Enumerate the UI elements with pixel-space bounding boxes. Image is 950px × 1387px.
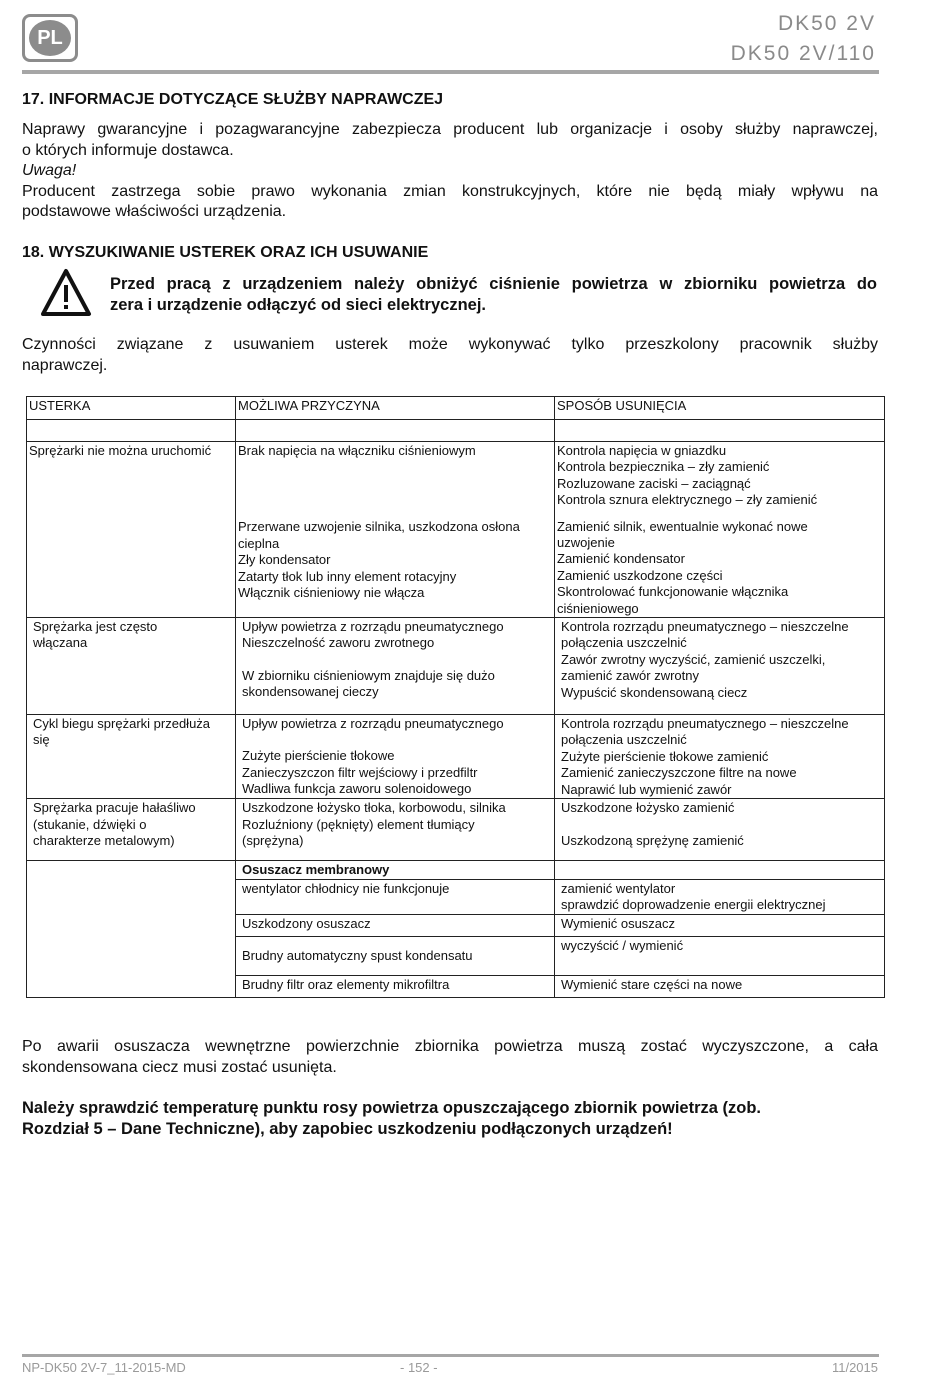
cause-text: skondensowanej cieczy (242, 684, 379, 700)
remedy-text: Kontrola bezpiecznika – zły zamienić (557, 459, 770, 475)
language-badge (22, 14, 78, 62)
cause-cell (236, 618, 555, 715)
cause-text: Upływ powietrza z rozrządu pneumatycznego (242, 716, 504, 732)
remedy-text: Uszkodzone łożysko zamienić (561, 800, 735, 816)
cause-text: Zatarty tłok lub inny element rotacyjny (238, 568, 457, 584)
fault-text: Sprężarka jest często (33, 619, 158, 635)
cause-text: Zanieczyszczon filtr wejściowy i przedfiltr (242, 764, 478, 780)
remedy-text: Skontrolować funkcjonowanie włącznika (557, 584, 789, 600)
warning-line1: Przed pracą z urządzeniem należy obniżyć ciśnienie powietrza w zbiorniku powietrza do (110, 275, 877, 293)
dew-point-note (22, 1098, 878, 1139)
remedy-text: Zawór zwrotny wyczyścić, zamienić uszczelki, (561, 651, 826, 667)
remedy-cell (555, 799, 885, 861)
model-name-line2: DK50 2V/110 (730, 42, 876, 65)
dew-point-line1: Należy sprawdzić temperaturę punktu rosy powietrza opuszczającego zbiornik powietrza (zob. (22, 1099, 761, 1117)
cause-text: W zbiorniku ciśnieniowym znajduje się dużo (242, 667, 495, 683)
remedy-text: ciśnieniowego (557, 600, 639, 616)
section-18-para-line1: Czynności związane z usuwaniem usterek może wykonywać tylko przeszkolony pracownik służby (22, 336, 878, 353)
fault-text: się (33, 732, 50, 748)
table-row (27, 618, 885, 715)
cause-text: Brak napięcia na włączniku ciśnieniowym (238, 443, 476, 458)
remedy-text: sprawdzić doprowadzenie energii elektrycznej (561, 896, 826, 912)
cause-cell: Brudny filtr oraz elementy mikrofiltra (236, 975, 555, 997)
cause-text: cieplna (238, 535, 280, 551)
remedy-cell: Wymienić stare części na nowe (555, 975, 885, 997)
warning-text (110, 274, 877, 315)
cause-cell: Uszkodzony osuszacz (236, 914, 555, 936)
section-17-body (22, 120, 878, 223)
troubleshooting-table (26, 396, 885, 998)
remedy-cell (555, 879, 885, 914)
table-row (27, 442, 885, 618)
remedy-text: Kontrola sznura elektrycznego – zły zamienić (557, 492, 818, 508)
fault-text: Cykl biegu sprężarki przedłuża (33, 716, 211, 732)
remedy-text: Naprawić lub wymienić zawór (561, 781, 732, 797)
fault-text: charakterze metalowym) (33, 832, 175, 848)
section-18-para-line2: naprawczej. (22, 356, 108, 374)
fault-cell (27, 799, 236, 861)
remedy-text: Uszkodzoną sprężynę zamienić (561, 832, 744, 848)
cause-text: Wadliwa funkcja zaworu solenoidowego (242, 781, 472, 797)
dryer-empty-cell (27, 861, 236, 997)
cause-text: (sprężyna) (242, 832, 304, 848)
note-label: Uwaga! (22, 162, 77, 179)
cause-text: Zużyte pierścienie tłokowe (242, 748, 395, 764)
footer-date: 11/2015 (831, 1360, 878, 1375)
footer-page-number: - 152 - (400, 1360, 438, 1375)
fault-text: włączana (33, 635, 88, 651)
remedy-text: Wypuścić skondensowaną ciecz (561, 684, 748, 700)
remedy-text: zamienić zawór zwrotny (561, 668, 699, 684)
dryer-title-row (27, 861, 885, 879)
column-header-cause: MOŻLIWA PRZYCZYNA (236, 397, 555, 420)
remedy-text: połączenia uszczelnić (561, 635, 687, 651)
remedy-text: zamienić wentylator (561, 880, 676, 896)
table-header-row (27, 397, 885, 420)
remedy-cell (555, 715, 885, 799)
cause-text: Przerwane uzwojenie silnika, uszkodzona osłona (238, 519, 520, 535)
warning-line2: zera i urządzenie odłączyć od sieci elektrycznej. (110, 295, 486, 314)
cause-cell (236, 442, 555, 618)
remedy-text: Kontrola napięcia w gniazdku (557, 443, 727, 458)
fault-cell (27, 715, 236, 799)
cause-cell: wentylator chłodnicy nie funkcjonuje (236, 879, 555, 914)
remedy-text: Zamienić zanieczyszczone filtre na nowe (561, 765, 797, 781)
dew-point-line2: Rozdział 5 – Dane Techniczne), aby zapobiec uszkodzeniu podłączonych urządzeń! (22, 1119, 673, 1138)
cause-text: Rozluźniony (pęknięty) element tłumiący (242, 816, 475, 832)
remedy-cell (555, 442, 885, 618)
remedy-text: Rozluzowane zaciski – zaciągnąć (557, 475, 751, 491)
table-row (27, 799, 885, 861)
table-spacer-row (27, 420, 885, 442)
cause-cell (236, 715, 555, 799)
cause-text: Zły kondensator (238, 552, 331, 568)
footer-doc-id: NP-DK50 2V-7_11-2015-MD (22, 1360, 186, 1375)
dryer-failure-note (22, 1037, 878, 1078)
model-name-line1: DK50 2V (777, 12, 876, 35)
section-17-para2-line1: Producent zastrzega sobie prawo wykonania zmian konstrukcyjnych, które nie będą miały wpływu na (22, 182, 878, 200)
remedy-text: Kontrola rozrządu pneumatycznego – nieszczelne (561, 619, 849, 635)
fault-cell (27, 442, 236, 618)
cause-text: Upływ powietrza z rozrządu pneumatycznego (242, 619, 504, 635)
remedy-text: Zużyte pierścienie tłokowe zamienić (561, 748, 769, 764)
cause-text: Uszkodzone łożysko tłoka, korbowodu, silnika (242, 800, 506, 816)
remedy-text: Zamienić kondensator (557, 551, 685, 567)
section-18-body (22, 335, 878, 376)
section-17-para1-line2: o których informuje dostawca. (22, 141, 234, 159)
cause-text: Nieszczelność zaworu zwrotnego (242, 635, 435, 651)
remedy-text: Zamienić uszkodzone części (557, 567, 723, 583)
remedy-text: uzwojenie (557, 535, 615, 551)
warning-triangle-icon (40, 268, 92, 318)
remedy-cell (555, 618, 885, 715)
remedy-text: Kontrola rozrządu pneumatycznego – nieszczelne (561, 716, 849, 732)
fault-cell (27, 618, 236, 715)
section-17-para2-line2: podstawowe właściwości urządzenia. (22, 203, 287, 220)
cause-text: Włącznik ciśnieniowy nie włącza (238, 585, 425, 601)
remedy-cell: wyczyścić / wymienić (555, 936, 885, 975)
section-17-heading: 17. INFORMACJE DOTYCZĄCE SŁUŻBY NAPRAWCZEJ (22, 91, 444, 108)
column-header-fault: USTERKA (27, 397, 236, 420)
fault-text: Sprężarki nie można uruchomić (29, 443, 212, 458)
table-row (27, 715, 885, 799)
remedy-text: połączenia uszczelnić (561, 732, 687, 748)
section-17-para1-line1: Naprawy gwarancyjne i pozagwarancyjne zabezpiecza producent lub organizacje i osoby służby naprawczej, (22, 121, 878, 138)
remedy-cell: Wymienić osuszacz (555, 914, 885, 936)
header-rule (22, 70, 879, 74)
column-header-remedy: SPOSÓB USUNIĘCIA (555, 397, 885, 420)
language-badge-label: PL (29, 20, 71, 56)
dryer-note-line2: skondensowana ciecz musi zostać usunięta. (22, 1058, 337, 1076)
fault-text: Sprężarka pracuje hałaśliwo (33, 800, 196, 816)
dryer-section-title: Osuszacz membranowy (236, 861, 555, 879)
section-18-heading: 18. WYSZUKIWANIE USTEREK ORAZ ICH USUWANIE (22, 244, 429, 261)
cause-cell: Brudny automatyczny spust kondensatu (236, 936, 555, 975)
remedy-text: Zamienić silnik, ewentualnie wykonać nowe (557, 518, 808, 534)
cause-cell (236, 799, 555, 861)
footer-rule (22, 1354, 879, 1357)
fault-text: (stukanie, dźwięki o (33, 816, 147, 832)
dryer-note-line1: Po awarii osuszacza wewnętrzne powierzchnie zbiornika powietrza muszą zostać wyczyszczone, a cała (22, 1038, 878, 1055)
